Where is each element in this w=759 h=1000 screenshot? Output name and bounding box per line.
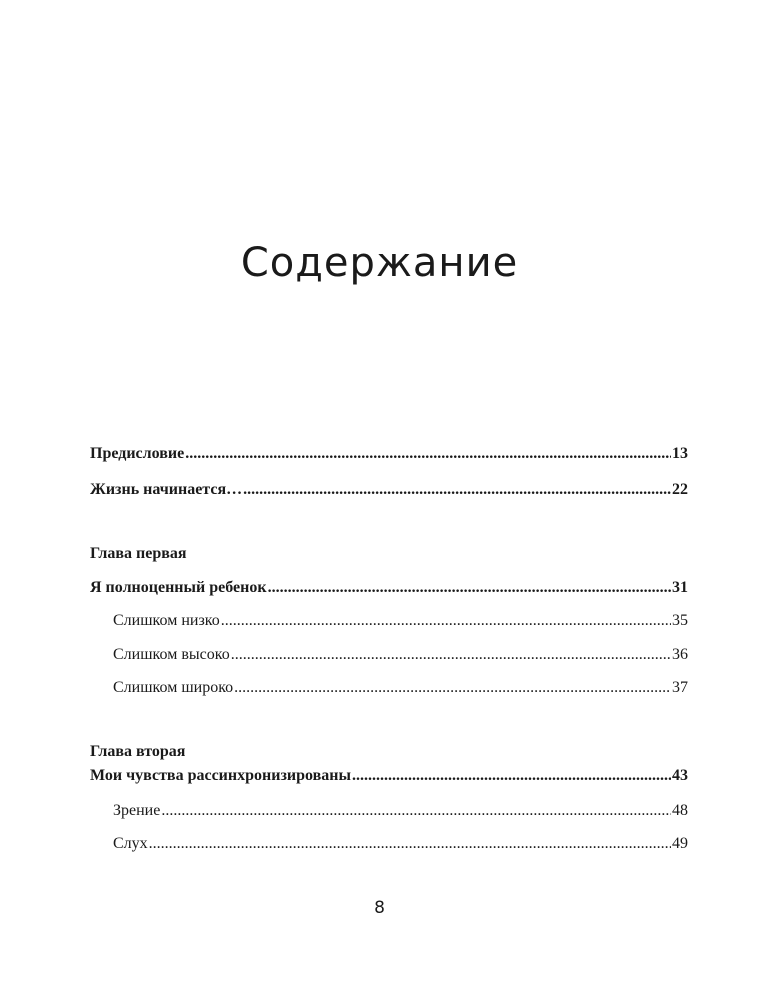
dot-leader <box>161 801 671 821</box>
dot-leader <box>234 678 671 698</box>
page-number: 8 <box>374 898 385 918</box>
dot-leader <box>149 834 671 854</box>
toc-subentry[interactable] <box>113 611 688 631</box>
page-title: Содержание <box>240 240 519 286</box>
toc-entry-label: Предисловие <box>90 445 185 462</box>
toc-subentry[interactable] <box>113 834 688 854</box>
chapter-heading-2: Глава вторая <box>90 743 186 760</box>
toc-entry-label: Жизнь начинается… <box>90 481 243 498</box>
toc-entry-page: 35 <box>672 612 688 629</box>
toc-entry-page: 13 <box>672 445 688 462</box>
toc-entry-chapter1[interactable] <box>90 578 688 598</box>
toc-subentry[interactable] <box>113 645 688 665</box>
toc-entry-label: Слишком высоко <box>113 646 230 663</box>
dot-leader <box>268 578 671 598</box>
toc-entry-label: Я полноценный ребенок <box>90 579 267 596</box>
toc-entry-page: 43 <box>672 767 688 784</box>
dot-leader <box>352 766 671 786</box>
toc-subentry[interactable] <box>113 801 688 821</box>
dot-leader <box>231 645 671 665</box>
toc-entry-label: Слишком низко <box>113 612 220 629</box>
chapter-heading-1: Глава первая <box>90 545 187 562</box>
toc-entry-page: 31 <box>672 579 688 596</box>
toc-entry-page: 37 <box>672 679 688 696</box>
toc-subentry[interactable] <box>113 678 688 698</box>
toc-entry-label: Слух <box>113 835 148 852</box>
toc-entry-page: 36 <box>672 646 688 663</box>
toc-entry-life-begins[interactable] <box>90 480 688 500</box>
dot-leader <box>185 444 671 464</box>
toc-entry-preface[interactable] <box>90 444 688 464</box>
toc-entry-label: Мои чувства рассинхронизированы <box>90 767 351 784</box>
dot-leader <box>221 611 671 631</box>
toc-entry-page: 22 <box>672 481 688 498</box>
dot-leader <box>243 480 671 500</box>
toc-entry-page: 48 <box>672 802 688 819</box>
toc-entry-label: Зрение <box>113 802 161 819</box>
toc-entry-label: Слишком широко <box>113 679 234 696</box>
toc-entry-page: 49 <box>672 835 688 852</box>
toc-entry-chapter2[interactable] <box>90 766 688 786</box>
